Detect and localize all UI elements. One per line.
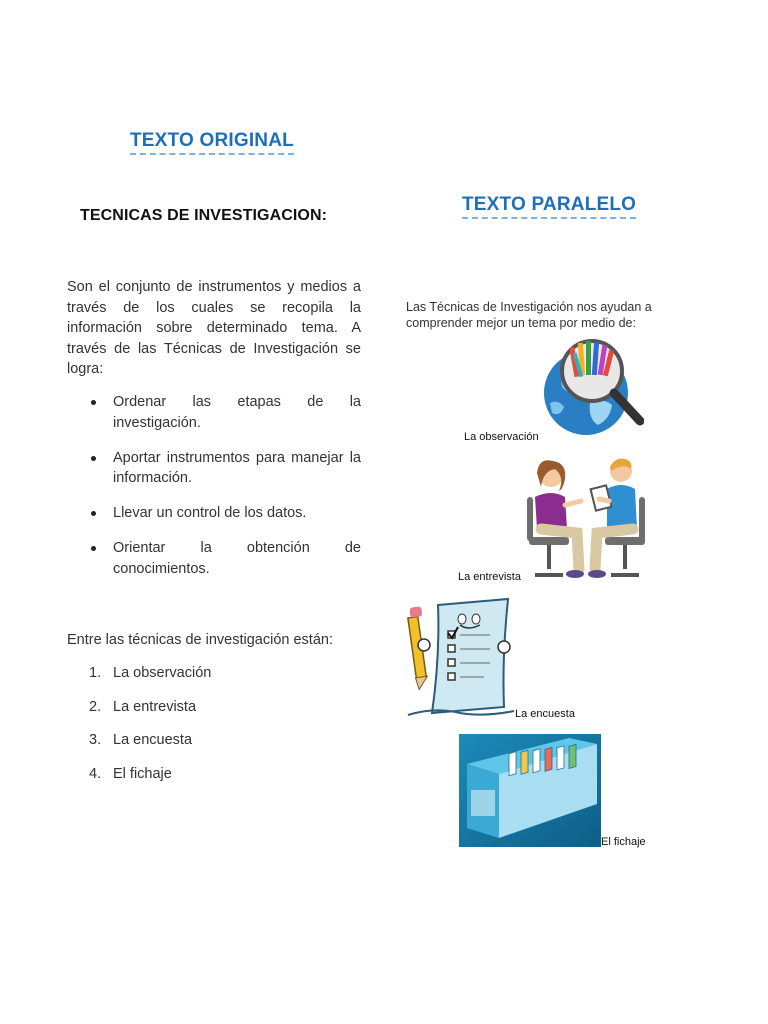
list-item xyxy=(67,764,361,785)
list-number: 4. xyxy=(89,765,102,782)
caption-interview: La entrevista xyxy=(458,571,521,583)
main-heading: TECNICAS DE INVESTIGACION: xyxy=(80,207,328,224)
list-number: 2. xyxy=(89,698,102,715)
title-parallel: TEXTO PARALELO xyxy=(462,194,636,219)
list-number: 1. xyxy=(89,665,102,681)
list-item xyxy=(67,730,361,751)
intro-paragraph: Son el conjunto de instrumentos y medios a través de los cuales se recopila la información sobre determinado tema. A través de las Técnicas de Investigación se logra: xyxy=(67,279,361,377)
list-item: Llevar un control de los datos. xyxy=(67,503,361,524)
list-item xyxy=(67,697,361,718)
list-label: La encuesta xyxy=(113,732,193,748)
caption-observation: La observación xyxy=(464,431,539,443)
parallel-intro: Las Técnicas de Investigación nos ayudan a comprender mejor un tema por medio de: xyxy=(406,300,652,330)
numbered-list xyxy=(67,663,361,797)
globe-magnifier-illustration xyxy=(540,333,644,437)
list-number: 3. xyxy=(89,732,102,748)
list-label: El fichaje xyxy=(113,765,172,782)
caption-filing: El fichaje xyxy=(601,836,646,848)
file-cabinet-illustration xyxy=(459,734,601,847)
techniques-intro: Entre las técnicas de investigación están: xyxy=(67,632,333,648)
title-original: TEXTO ORIGINAL xyxy=(130,130,294,155)
caption-survey: La encuesta xyxy=(515,708,575,720)
list-item: Orientar la obtención de conocimientos. xyxy=(67,538,361,579)
list-item: Aportar instrumentos para manejar la información. xyxy=(67,448,361,489)
survey-checklist-illustration xyxy=(404,597,516,719)
list-item: Ordenar las etapas de la investigación. xyxy=(67,392,361,433)
list-label: La entrevista xyxy=(113,698,197,715)
list-label: La observación xyxy=(113,665,212,681)
interview-illustration xyxy=(525,457,647,582)
bullet-list xyxy=(67,392,361,594)
list-item xyxy=(67,663,361,684)
